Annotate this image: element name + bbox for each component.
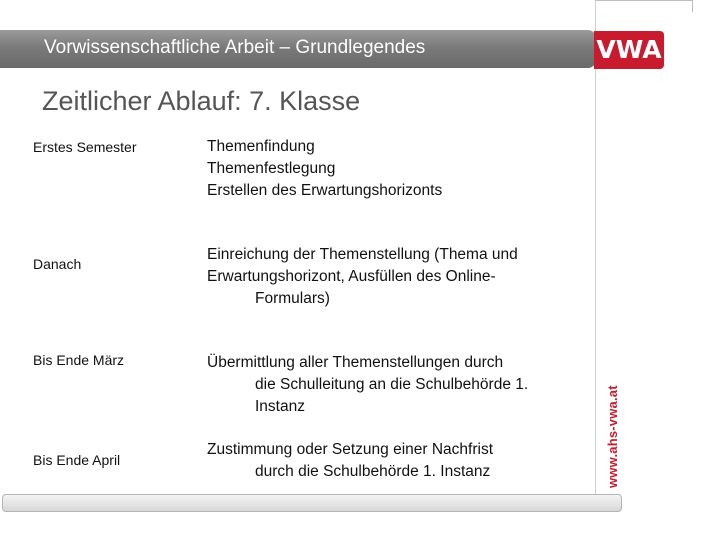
row-line: Zustimmung oder Setzung einer Nachfrist (207, 441, 494, 458)
sidebar-url: www.ahs-vwa.at (605, 385, 620, 488)
row-content-erstes-semester (207, 136, 587, 202)
row-line: Themenfindung (207, 138, 315, 155)
row-line: Erwartungshorizont, Ausfüllen des Online- (207, 268, 496, 285)
top-rule-tick (692, 0, 693, 12)
header-title: Vorwissenschaftliche Arbeit – Grundlegendes (44, 37, 426, 58)
row-label-danach: Danach (33, 256, 82, 272)
row-line: Einreichung der Themenstellung (Thema und (207, 246, 518, 263)
vwa-logo: VWA (594, 31, 664, 69)
page-title: Zeitlicher Ablauf: 7. Klasse (42, 86, 361, 116)
footer-bar (2, 494, 622, 512)
row-line: durch die Schulbehörde 1. Instanz (255, 463, 491, 480)
row-line: Instanz (255, 398, 305, 415)
row-line: Themenfestlegung (207, 160, 336, 177)
row-line: Formulars) (255, 290, 330, 307)
row-content-bis-ende-maerz (207, 352, 587, 418)
row-label-erstes-semester: Erstes Semester (33, 139, 137, 155)
vertical-divider (595, 0, 596, 500)
row-label-bis-ende-april: Bis Ende April (33, 452, 121, 468)
row-content-bis-ende-april (207, 439, 587, 483)
top-rule (596, 0, 692, 1)
row-line: die Schulleitung an die Schulbehörde 1. (255, 376, 529, 393)
row-content-danach (207, 244, 587, 310)
row-label-bis-ende-maerz: Bis Ende März (33, 352, 125, 368)
row-line: Übermittlung aller Themenstellungen durch (207, 354, 504, 371)
row-line: Erstellen des Erwartungshorizonts (207, 182, 443, 199)
